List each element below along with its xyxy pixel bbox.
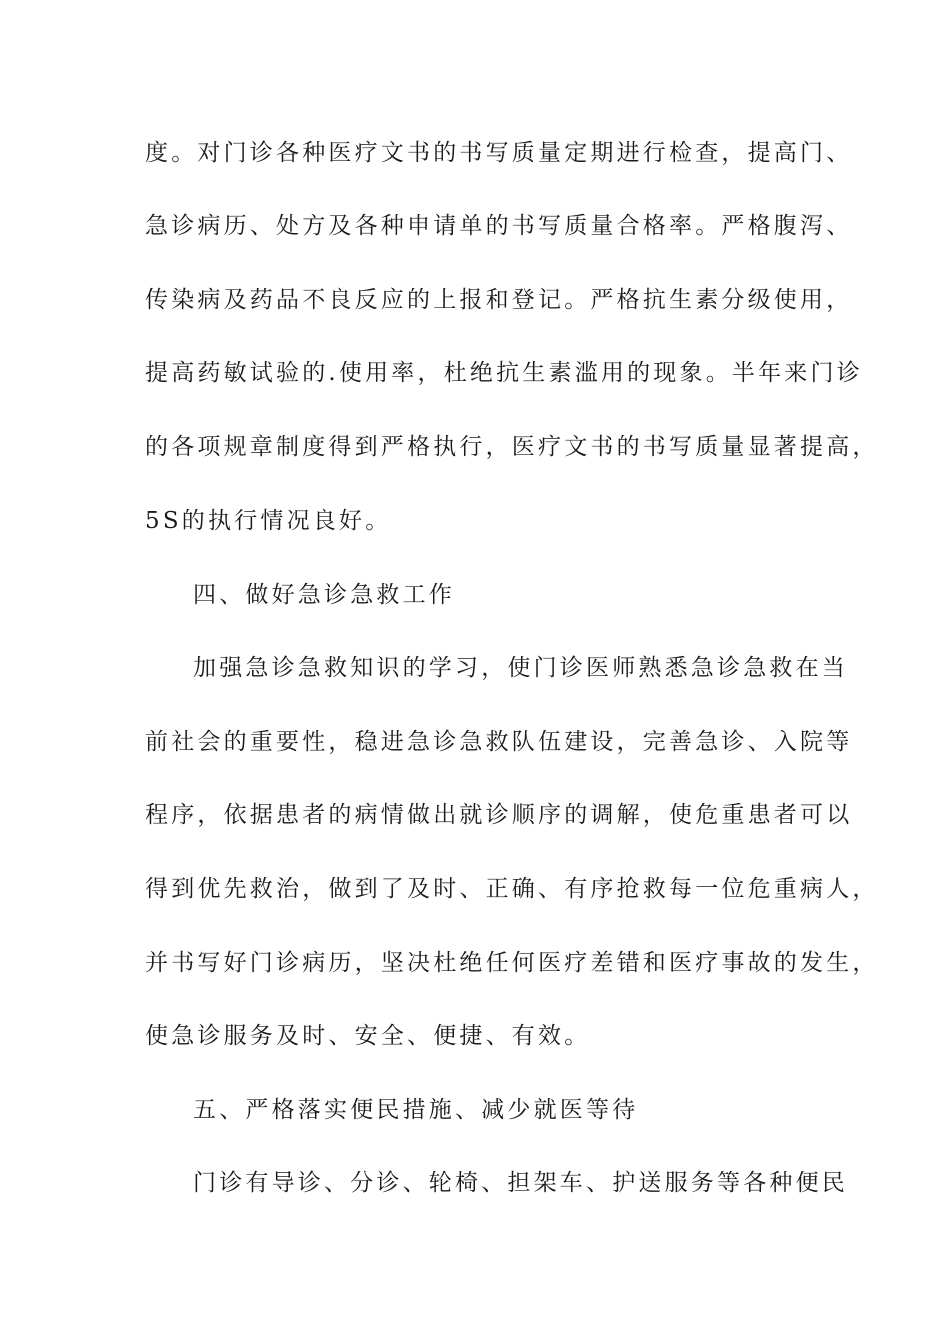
paragraph-line: 度。对门诊各种医疗文书的书写质量定期进行检查，提高门、 [145,140,853,166]
paragraph-line: 传染病及药品不良反应的上报和登记。严格抗生素分级使用， [145,287,853,313]
paragraph-line: 急诊病历、处方及各种申请单的书写质量合格率。严格腹泻、 [145,213,853,239]
paragraph-line: 5S的执行情况良好。 [145,508,392,534]
paragraph-line: 程序，依据患者的病情做出就诊顺序的调解，使危重患者可以 [145,802,853,828]
section-heading: 五、严格落实便民措施、减少就医等待 [193,1097,639,1123]
paragraph-line: 的各项规章制度得到严格执行，医疗文书的书写质量显著提高， [145,434,879,460]
paragraph-line: 加强急诊急救知识的学习，使门诊医师熟悉急诊急救在当 [193,655,848,681]
paragraph-line: 并书写好门诊病历，坚决杜绝任何医疗差错和医疗事故的发生， [145,950,879,976]
section-heading: 四、做好急诊急救工作 [193,582,455,608]
paragraph-line: 使急诊服务及时、安全、便捷、有效。 [145,1023,591,1049]
paragraph-line: 提高药敏试验的.使用率，杜绝抗生素滥用的现象。半年来门诊 [145,360,863,386]
paragraph-line: 前社会的重要性，稳进急诊急救队伍建设，完善急诊、入院等 [145,729,853,755]
paragraph-line: 门诊有导诊、分诊、轮椅、担架车、护送服务等各种便民 [193,1170,848,1196]
paragraph-line: 得到优先救治，做到了及时、正确、有序抢救每一位危重病人， [145,876,879,902]
